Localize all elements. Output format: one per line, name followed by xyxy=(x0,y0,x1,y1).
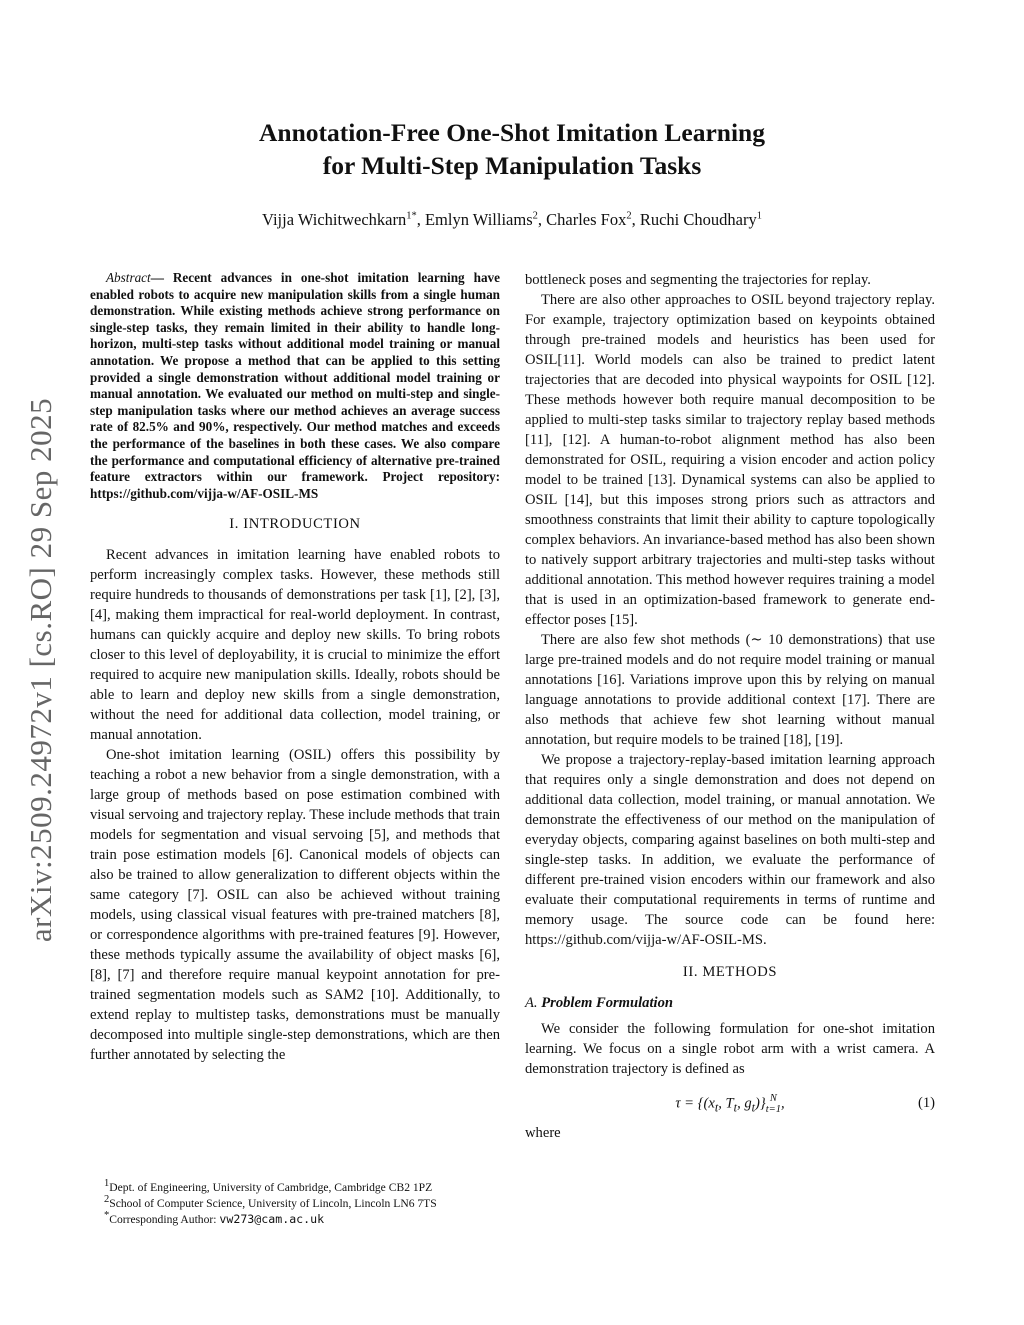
footnote-affiliation-2: $^2$School of Computer Science, University of Lincoln, Lincoln LN6 7TS xyxy=(104,1193,437,1210)
author-name: Charles Fox xyxy=(546,210,627,229)
paragraph-continued: bottleneck poses and segmenting the trajectories for replay. xyxy=(525,272,871,288)
title-line-1: Annotation-Free One-Shot Imitation Learning xyxy=(259,118,765,147)
subsection-heading: A. Problem Formulation xyxy=(525,995,674,1011)
arxiv-identifier: arXiv:2509.24972v1 [cs.RO] 29 Sep 2025 xyxy=(23,397,58,943)
section-heading-methods: II. METHODS xyxy=(682,964,778,980)
author-name: Ruchi Choudhary xyxy=(639,210,757,229)
author-affiliation: 2 xyxy=(532,210,538,222)
author-affiliation: 1 xyxy=(756,210,762,222)
author-name: Emlyn Williams xyxy=(424,210,533,229)
author-list: Vijja Wichitwechkarn$^{1*}$, Emlyn Williams$^2$, Charles Fox$^2$, Ruchi Choudhary$^1$ xyxy=(262,210,762,229)
author-affiliation: 1* xyxy=(406,210,417,222)
abstract-text: Recent advances in one-shot imitation learning have enabled robots to acquire new manipulation skills from a single human demonstration. While existing methods achieve strong performance on single-step tasks, they remain limited in their ability to handle long-horizon, multi-step tasks without additional model training or manual annotation. We propose a method that can be applied to this setting provided a single demonstration without additional model training or manual annotation. We evaluated our method on multi-step and single-step manipulation tasks where our method achieves an average success rate of 82.5% and 90%, respectively. Our method matches and exceeds the performance of the baselines in both these cases. We also compare the performance and computational efficiency of alternative pre-trained feature extractors within our framework. Project repository: https://github.com/vijja-w/AF-OSIL-MS xyxy=(90,270,500,501)
paragraph: Recent advances in imitation learning have enabled robots to perform increasingly complex tasks. However, these methods still require hundreds to thousands of demonstrations per task [1], [2], [3], [4], making them impractical for real-world deployment. In contrast, humans can quickly acquire and deploy new skills. To bring robots closer to this level of deployability, it is crucial to minimize the effort required to acquire new manipulation skills. Ideally, robots should be able to learn and deploy new skills from a single demonstration, without the need for additional data collection, model training, or manual annotation. xyxy=(90,547,500,744)
equation-1 xyxy=(525,1089,935,1121)
footnote-corresponding-author: *Corresponding Author: vw273@cam.ac.uk xyxy=(104,1209,325,1226)
abstract-label: Abstract xyxy=(106,270,151,285)
abstract: Abstract— Recent advances in one-shot imitation learning have enabled robots to acquire new manipulation skills from a single human demonstration. While existing methods achieve strong performance on single-step tasks, they remain limited in their ability to handle long-horizon, multi-step tasks without additional model training or manual annotation. We propose a method that can be applied to this setting provided a single demonstration without additional model training or manual annotation. We evaluated our method on multi-step and single-step manipulation tasks where our method achieves an average success rate of 82.5% and 90%, respectively. Our method matches and exceeds the performance of the baselines in both these cases. We also compare the performance and computational efficiency of alternative pre-trained feature extractors within our framework. Project repository: https://github.com/vijja-w/AF-OSIL-MS xyxy=(90,270,500,501)
paragraph: We propose a trajectory-replay-based imitation learning approach that requires only a single demonstration and does not depend on additional data collection, model training, or manual annotation. We demonstrate the effectiveness of our method on the manipulation of everyday objects, comparing against baselines on both multi-step and single-step tasks. In addition, we evaluate the performance of different pre-trained vision encoders within our framework and also evaluate their computational requirements in terms of runtime and memory usage. The source code can be found here: https://github.com/vijja-w/AF-OSIL-MS. xyxy=(525,752,935,948)
equation-body: $\tau = \{(x_t$, $T_t$, $g_t$)} N t=1 , xyxy=(675,1093,785,1115)
paragraph: where xyxy=(525,1125,561,1141)
paragraph: There are also other approaches to OSIL beyond trajectory replay. For example, trajectory optimization based on keypoints obtained through pre-trained models and heuristics has been used for OSIL[11]. World models can also be trained to predict latent trajectories that are decoded into physical waypoints for OSIL [12]. These methods however both require manual decomposition to be applied to multi-step tasks similar to trajectory replay based methods [11], [12]. A human-to-robot alignment method has also been demonstrated for OSIL, requiring a vision encoder and action policy model to be trained [13]. Dynamical systems can also be applied to OSIL [14], but this imposes strong priors such as attractors and smoothness constraints that limit their ability to capture topologically complex behaviors. An invariance-based method has also been shown to natively support arbitrary trajectories and multi-step tasks without additional annotation. This method however requires training a model that is used in an optimization-based framework to generate end-effector poses [15]. xyxy=(525,292,935,628)
paragraph: One-shot imitation learning (OSIL) offers this possibility by teaching a robot a new behavior from a single demonstration, with a large group of methods based on pose estimation combined with visual servoing and trajectory replay. These include methods that train models for segmentation and visual servoing [5], and methods that train pose estimation models [6]. Canonical models of objects can also be trained to allow generalization to different objects within the same category [7]. OSIL can also be achieved without training models, using classical visual features with pre-trained matchers [8], or correspondence algorithms with pre-trained features [9]. However, these methods typically assume the availability of object masks [6], [8], [7] and therefore require manual keypoint annotation for pre-trained segmentation models such as SAM2 [10]. Additionally, to extend replay to multistep tasks, demonstrations must be manually decomposed into multiple single-step demonstrations, which are then further annotated by selecting the xyxy=(90,747,500,1064)
equation-number: (1) xyxy=(917,1095,935,1111)
paragraph: We consider the following formulation for one-shot imitation learning. We focus on a single robot arm with a wrist camera. A demonstration trajectory is defined as xyxy=(525,1021,935,1077)
author-email: vw273@cam.ac.uk xyxy=(219,1211,325,1226)
footnote-affiliation-1: $^1$Dept. of Engineering, University of Cambridge, Cambridge CB2 1PZ xyxy=(104,1178,433,1194)
section-heading-introduction: I. INTRODUCTION xyxy=(229,516,361,533)
footnotes xyxy=(104,1180,504,1227)
title-line-2: for Multi-Step Manipulation Tasks xyxy=(322,151,702,180)
author-name: Vijja Wichitwechkarn xyxy=(262,210,407,229)
paragraph: There are also few shot methods (∼ 10 demonstrations) that use large pre-trained models and do not require model training or manual annotations [16]. Variations improve upon this by relying on manual language annotations to provide additional context [17]. There are also methods that achieve few shot learning without manual annotation, but require models to be trained [18], [19]. xyxy=(525,632,935,748)
left-column xyxy=(90,270,500,1065)
right-column xyxy=(525,270,935,1143)
author-affiliation: 2 xyxy=(626,210,632,222)
subsection-title: Problem Formulation xyxy=(541,995,674,1011)
arxiv-sidebar-stamp xyxy=(6,370,76,970)
paper-title xyxy=(150,116,874,182)
